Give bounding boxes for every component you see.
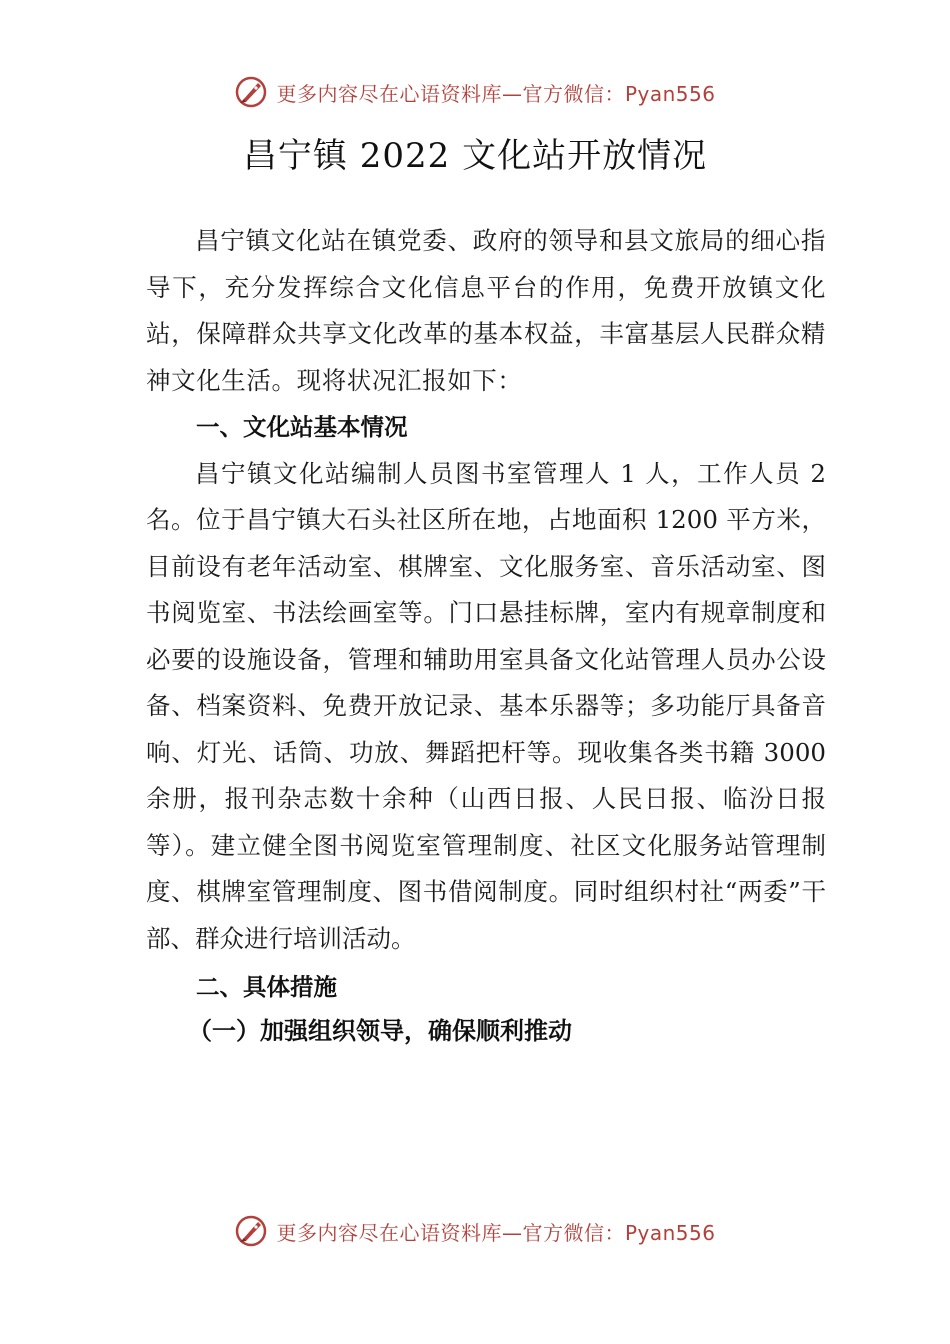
section-heading-basic-info: 一、文化站基本情况 [196,413,408,441]
document-title: 昌宁镇 2022 文化站开放情况 [242,136,708,176]
footer-watermark [0,1211,950,1251]
watermark-text: 更多内容尽在心语资料库—官方微信：Pyan556 [276,1220,716,1245]
basic-info-paragraph: 昌宁镇文化站编制人员图书室管理人 1 人，工作人员 2 名。位于昌宁镇大石头社区所在地，占地面积 1200 平方米，目前设有老年活动室、棋牌室、文化服务室、音乐活动室、图书阅览室、书法绘画室等。门口悬挂标牌，室内有规章制度和必要的设施设备，管理和辅助用室具备文化站管理人员办公设备、档案资料、免费开放记录、基本乐器等；多功能厅具备音响、灯光、话筒、功放、舞蹈把杆等。现收集各类书籍 3000 余册，报刊杂志数十余种（山西日报、人民日报、临汾日报等）。建立健全图书阅览室管理制度、社区文化服务站管理制度、棋牌室管理制度、图书借阅制度。同时组织村社“两委”干部、群众进行培训活动。 [146,458,826,953]
section-heading-measures: 二、具体措施 [196,973,337,1001]
header-watermark [0,72,950,112]
pen-nib-seal-icon [234,75,268,109]
pen-nib-seal-icon [234,1214,268,1248]
watermark-text: 更多内容尽在心语资料库—官方微信：Pyan556 [276,81,716,106]
document-body [146,218,826,1051]
intro-paragraph: 昌宁镇文化站在镇党委、政府的领导和县文旅局的细心指导下，充分发挥综合文化信息平台的作用，免费开放镇文化站，保障群众共享文化改革的基本权益，丰富基层人民群众精神文化生活。现将状况汇报如下： [146,226,826,395]
subsection-heading-organization: （一）加强组织领导，确保顺利推动 [188,1016,572,1045]
